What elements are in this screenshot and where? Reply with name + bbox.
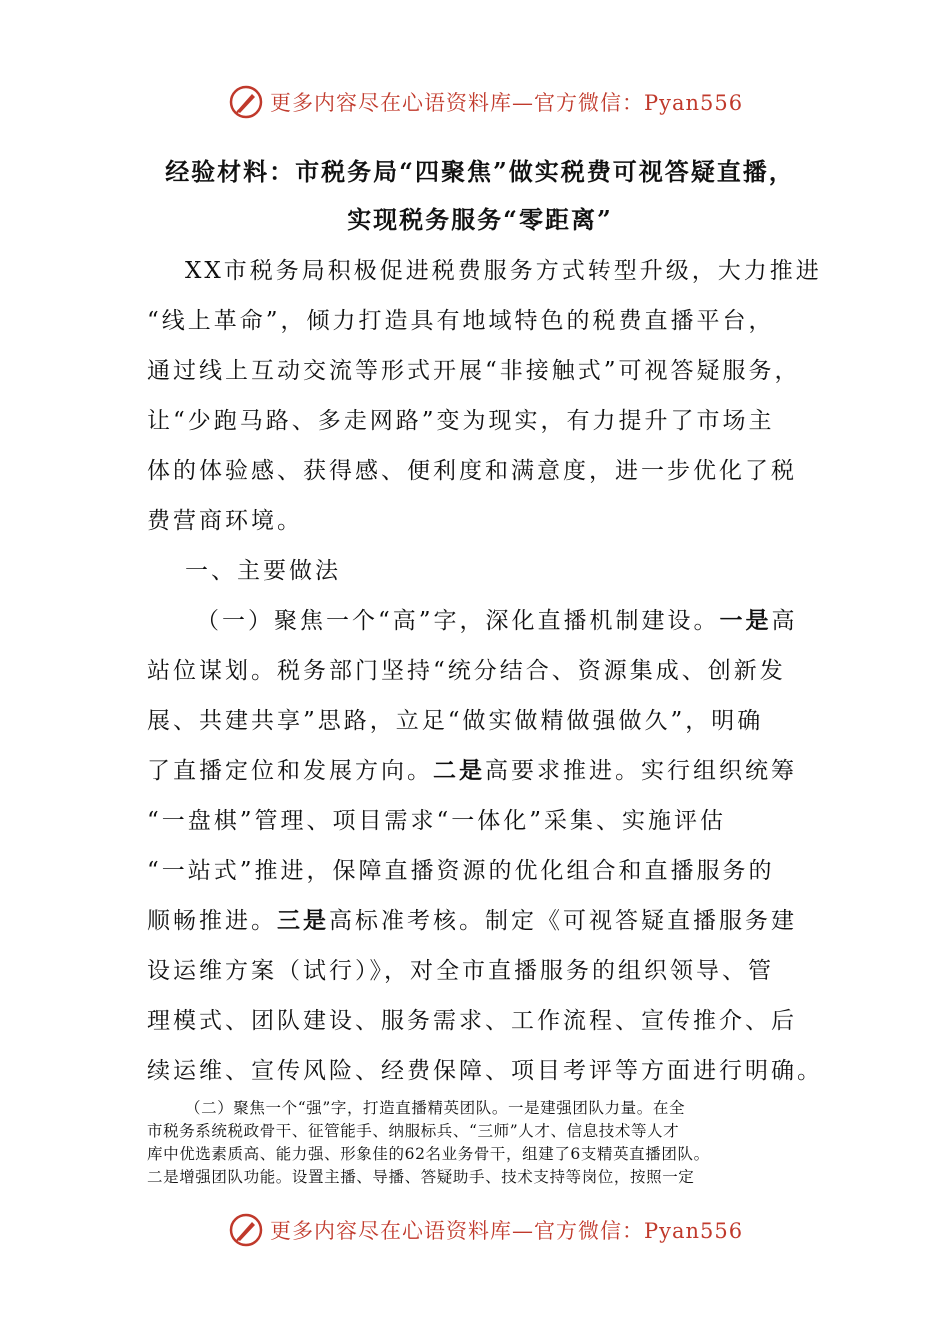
- banner-text: 更多内容尽在心语资料库—官方微信：Pyan556: [270, 91, 744, 115]
- para1-line: 设运维方案（试行）》，对全市直播服务的组织领导、管: [147, 958, 774, 984]
- intro-line: 通过线上互动交流等形式开展“非接触式”可视答疑服务，: [147, 358, 801, 384]
- para1-line: 站位谋划。税务部门坚持“统分结合、资源集成、创新发: [147, 658, 786, 684]
- emphasis: 三是: [277, 907, 329, 934]
- para2-line: 二是增强团队功能。设置主播、导播、答疑助手、技术支持等岗位，按照一定: [147, 1168, 695, 1186]
- banner-text: 更多内容尽在心语资料库—官方微信：Pyan556: [270, 1219, 744, 1243]
- document-title-line-2: 实现税务服务“零距离”: [347, 205, 613, 234]
- para2-line: 库中优选素质高、能力强、形象佳的62名业务骨干，组建了6支精英直播团队。: [147, 1145, 710, 1163]
- document-title-line-1: 经验材料：市税务局“四聚焦”做实税费可视答疑直播，: [165, 157, 795, 186]
- para2-line: （二）聚焦一个“强”字，打造直播精英团队。一是建强团队力量。在全: [185, 1099, 686, 1117]
- para1-line: （一）聚焦一个“高”字，深化直播机制建设。一是高: [196, 607, 798, 634]
- para1-line: “一盘棋”管理、项目需求“一体化”采集、实施评估: [147, 808, 727, 834]
- para1-line: 了直播定位和发展方向。二是高要求推进。实行组织统筹: [147, 757, 797, 784]
- emphasis: 一是: [719, 607, 772, 634]
- intro-line: “线上革命”，倾力打造具有地域特色的税费直播平台，: [147, 308, 775, 334]
- para2-line: 市税务系统税政骨干、征管能手、纳服标兵、“三师”人才、信息技术等人才: [147, 1122, 680, 1140]
- para1-line: “一站式”推进，保障直播资源的优化组合和直播服务的: [147, 858, 775, 884]
- header-banner: [228, 82, 748, 122]
- pen-logo-icon: [228, 1212, 264, 1248]
- intro-line: 让“少跑马路、多走网路”变为现实，有力提升了市场主: [147, 408, 775, 434]
- para1-line: 展、共建共享”思路，立足“做实做精做强做久”，明确: [147, 708, 764, 734]
- intro-line: 费营商环境。: [147, 508, 303, 534]
- section-heading: 一、主要做法: [185, 558, 341, 584]
- pen-logo-icon: [228, 84, 264, 120]
- para1-line: 续运维、宣传风险、经费保障、项目考评等方面进行明确。: [147, 1058, 823, 1084]
- intro-line: 体的体验感、获得感、便利度和满意度，进一步优化了税: [147, 458, 797, 484]
- intro-line: XX市税务局积极促进税费服务方式转型升级，大力推进: [185, 258, 822, 284]
- para1-line: 理模式、团队建设、服务需求、工作流程、宣传推介、后: [147, 1008, 797, 1034]
- footer-banner: [228, 1210, 748, 1250]
- emphasis: 二是: [433, 757, 485, 784]
- para1-line: 顺畅推进。三是高标准考核。制定《可视答疑直播服务建: [147, 907, 797, 934]
